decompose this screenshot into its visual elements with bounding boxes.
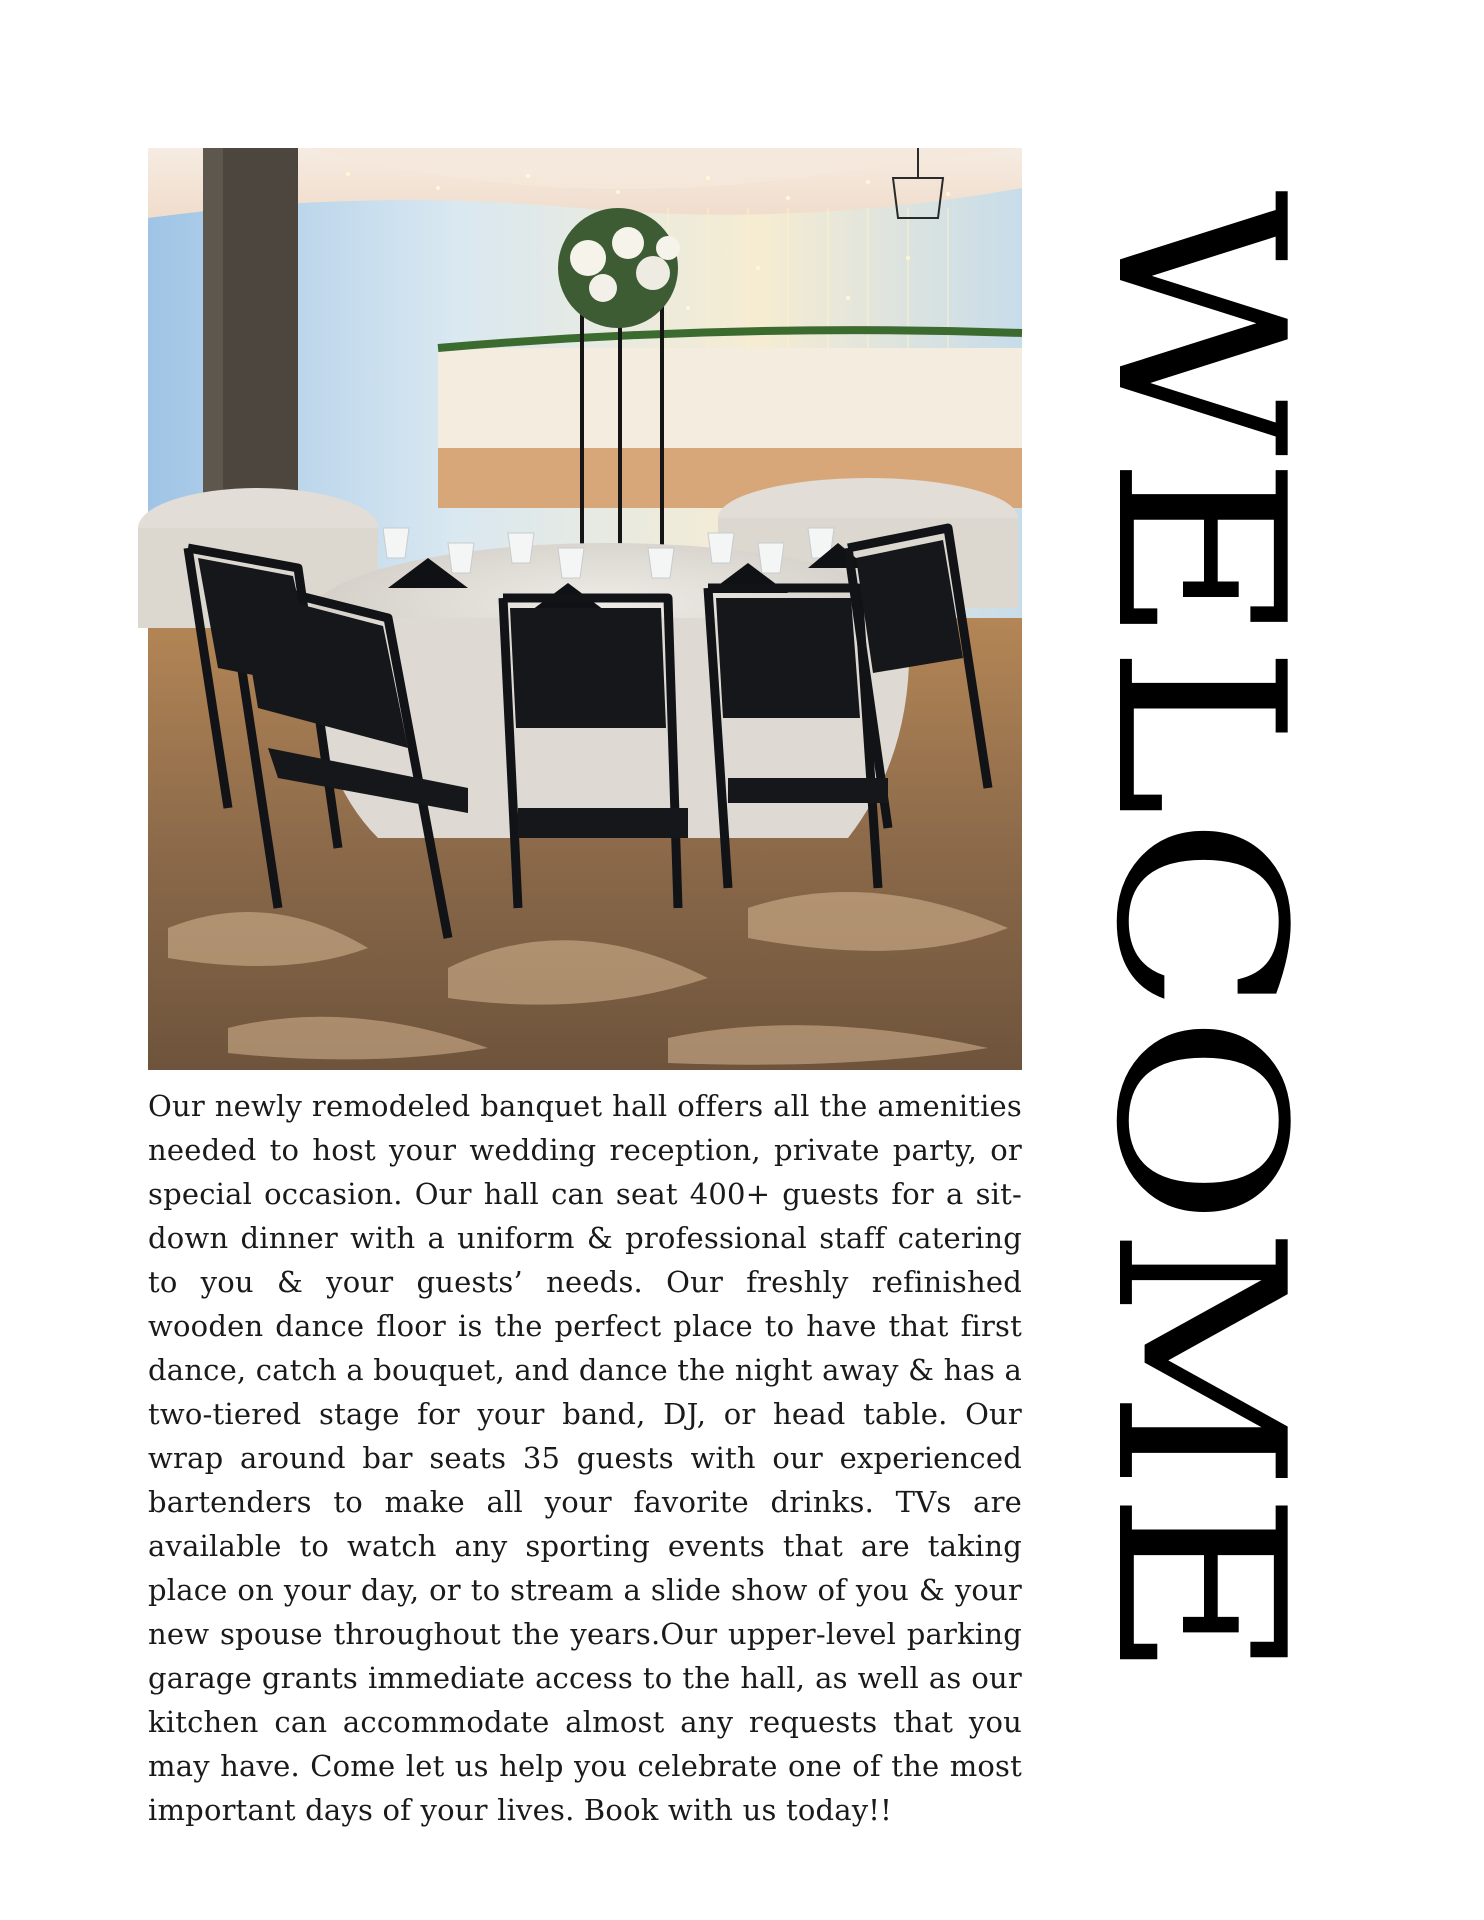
welcome-heading-text: WELCOME bbox=[1065, 190, 1332, 1515]
banquet-hall-illustration bbox=[148, 148, 1022, 1070]
welcome-heading bbox=[1065, 190, 1345, 1680]
banquet-hall-photo bbox=[148, 148, 1022, 1070]
welcome-heading-svg bbox=[1065, 190, 1345, 1680]
description-paragraph: Our newly remodeled banquet hall offers all the amenities needed to host your wedding reception, private party, or special occasion. Our hall can seat 400+ guests for a sit-down dinner with a uniform & professional staff catering to you & your guests’ needs. Our freshly refinished wooden dance floor is the perfect place to have that first dance, catch a bouquet, and dance the night away & has a two-tiered stage for your band, DJ, or head table. Our wrap around bar seats 35 guests with our experienced bartenders to make all your favorite drinks. TVs are available to watch any sporting events that are taking place on your day, or to stream a slide show of you & your new spouse throughout the years.Our upper-level parking garage grants immediate access to the hall, as well as our kitchen can accommodate almost any requests that you may have. Come let us help you celebrate one of the most important days of your lives. Book with us today!! bbox=[148, 1089, 1022, 1827]
